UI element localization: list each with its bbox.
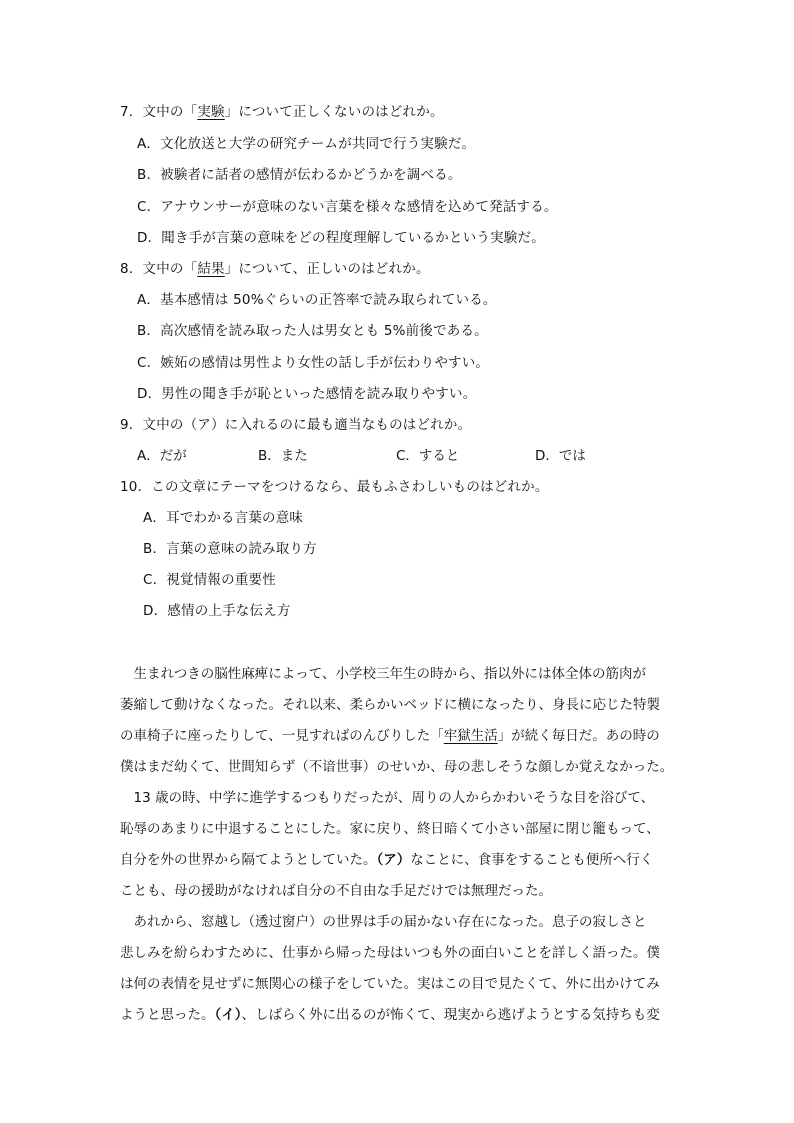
q7-option-b: B．被験者に話者の感情が伝わるかどうかを調べる。 — [137, 167, 462, 183]
passage-line: 恥辱のあまりに中退することにした。家に戻り、終日暗くて小さい部屋に閉じ籠もって、 — [120, 821, 660, 837]
q8-option-c: C．嫉妬の感情は男性より女性の話し手が伝わりやすい。 — [137, 355, 490, 371]
question-number: 10． — [120, 479, 152, 495]
passage-line: ようと思った。（イ）、しばらく外に出るのが怖くて、現実から逃げようとする気持ちも変 — [120, 1007, 660, 1023]
passage-line: 悲しみを紛らわすために、仕事から帰った母はいつも外の面白いことを詳しく語った。僕 — [120, 945, 660, 961]
question-number: 8． — [120, 261, 143, 277]
q8-option-d: D．男性の聞き手が恥といった感情を読み取りやすい。 — [137, 386, 477, 402]
passage-line: 自分を外の世界から隔てようとしていた。（ア）なことに、食事をすることも便所へ行く — [120, 852, 654, 868]
passage-line: の車椅子に座ったりして、一見すればのんびりした「牢獄生活」が続く毎日だ。あの時の — [120, 728, 660, 744]
question-number: 9． — [120, 417, 143, 433]
q10-option-b: B．言葉の意味の読み取り方 — [143, 541, 317, 557]
question-9-stem: 9．文中の（ア）に入れるのに最も適当なものはどれか。 — [120, 417, 472, 433]
passage-line: 萎縮して動けなくなった。それ以来、柔らかいベッドに横になったり、身長に応じた特製 — [120, 697, 660, 713]
q8-option-b: B．高次感情を読み取った人は男女とも 5%前後である。 — [137, 323, 488, 339]
q9-option-a: A．だが — [137, 448, 187, 464]
passage-line: あれから、窓越し（透过窗户）の世界は手の届かない存在になった。息子の寂しさと — [120, 914, 647, 930]
passage-line: 生まれつきの脳性麻痺によって、小学校三年生の時から、指以外には体全体の筋肉が — [120, 666, 646, 682]
blank-marker-a: （ア） — [376, 852, 411, 868]
passage-line: 僕はまだ幼くて、世間知らず（不谙世事）のせいか、母の悲しそうな顔しか覚えなかった。 — [120, 759, 674, 775]
question-10-stem: 10．この文章にテーマをつけるなら、最もふさわしいものはどれか。 — [120, 479, 549, 495]
passage-line: ことも、母の援助がなければ自分の不自由な手足だけでは無理だった。 — [120, 883, 552, 899]
q10-option-a: A．耳でわかる言葉の意味 — [143, 510, 304, 526]
q10-option-c: C．視覚情報の重要性 — [143, 572, 276, 588]
q7-option-d: D．聞き手が言葉の意味をどの程度理解しているかという実験だ。 — [137, 230, 545, 246]
q10-option-d: D．感情の上手な伝え方 — [143, 603, 291, 619]
passage-line: は何の表情を見せずに無関心の様子をしていた。実はこの目で見たくて、外に出かけてみ — [120, 976, 660, 992]
q9-option-c: C．すると — [396, 448, 460, 464]
q9-option-d: D．では — [535, 448, 586, 464]
question-7-stem: 7．文中の「実験」について正しくないのはどれか。 — [120, 104, 444, 120]
q8-option-a: A．基本感情は 50%ぐらいの正答率で読み取られている。 — [137, 292, 497, 308]
q7-option-c: C．アナウンサーが意味のない言葉を様々な感情を込めて発話する。 — [137, 199, 558, 215]
passage-line: 13 歳の時、中学に進学するつもりだったが、周りの人からかわいそうな目を浴びて、 — [120, 790, 655, 806]
underlined-term: 牢獄生活 — [443, 728, 498, 744]
question-number: 7． — [120, 104, 143, 120]
underlined-term: 実験 — [197, 104, 225, 120]
blank-marker-i: （イ） — [214, 1007, 242, 1023]
q9-option-b: B．また — [258, 448, 308, 464]
question-8-stem: 8．文中の「結果」について、正しいのはどれか。 — [120, 261, 430, 277]
underlined-term: 結果 — [197, 261, 225, 277]
q7-option-a: A．文化放送と大学の研究チームが共同で行う実験だ。 — [137, 136, 476, 152]
